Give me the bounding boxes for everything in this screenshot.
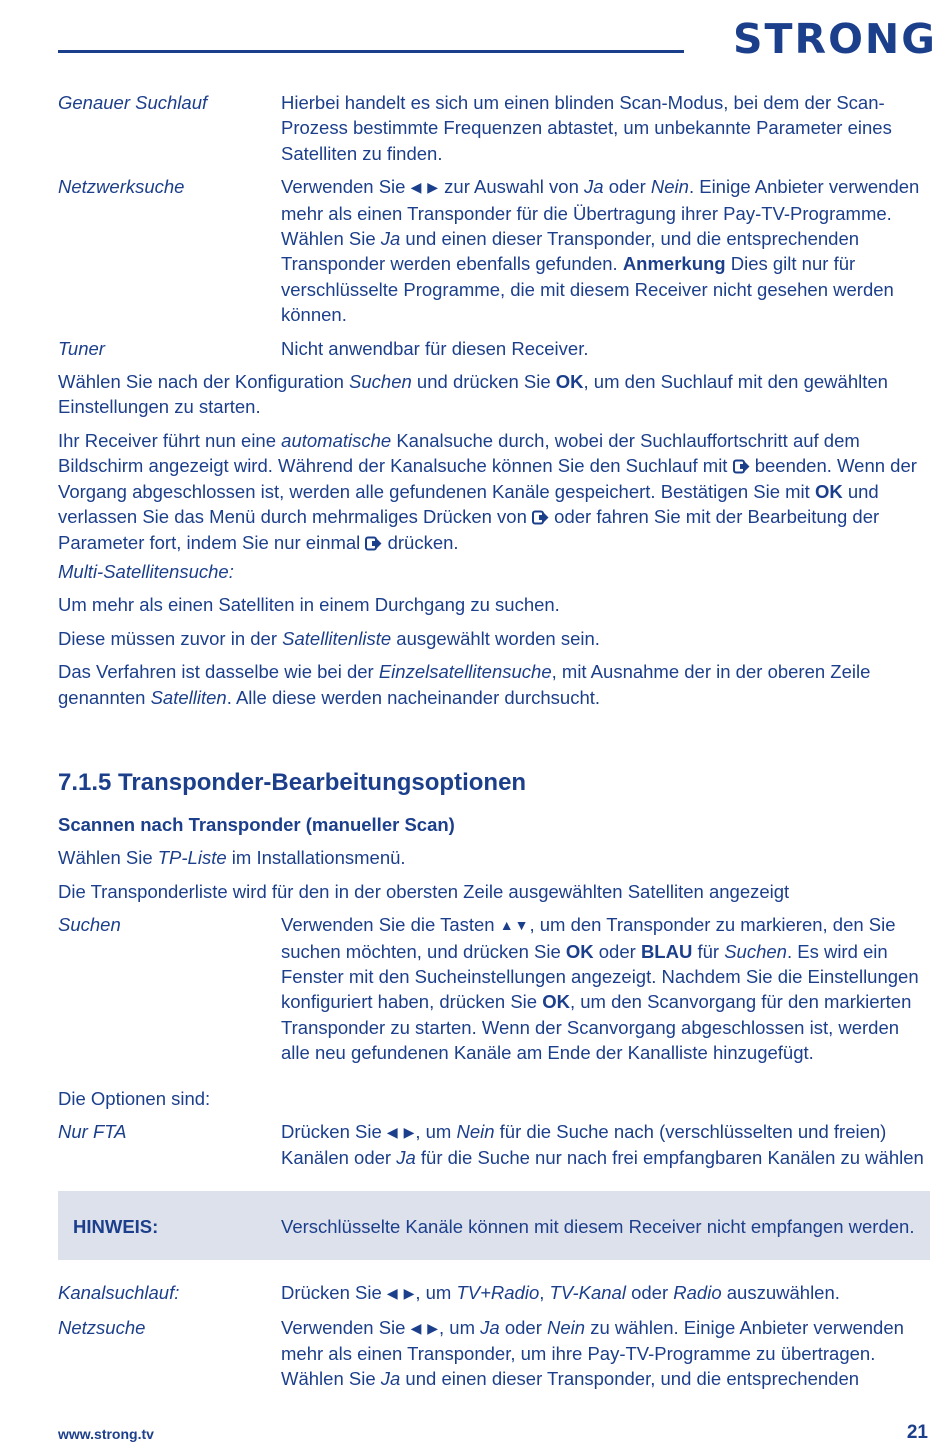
def-row-genauer (58, 90, 930, 166)
def-row-netzsuche (58, 1315, 930, 1392)
def-row-tuner (58, 336, 930, 361)
paragraph: Um mehr als einen Satelliten in einem Durchgang zu suchen. (58, 594, 560, 616)
definition: Verwenden Sie ◀ ▶ zur Auswahl von Ja oder Nein. Einige Anbieter verwenden mehr als einen Transponder für die Übertragung ihrer Pay-TV-Programme. Wählen Sie Ja und einen dieser Transponder, und die entsprechenden Transponder werden ebenfalls gefunden. Anmerkung Dies gilt nur für verschlüsselte Programme, die mit diesem Receiver nicht gesehen werden können. (281, 176, 920, 326)
def-row-netzwerksuche (58, 174, 930, 327)
subsection-label: Multi-Satellitensuche: (58, 560, 234, 582)
left-right-arrows-icon: ◀ ▶ (386, 1285, 416, 1302)
term: Netzwerksuche (58, 176, 185, 198)
paragraph: Diese müssen zuvor in der Satellitenliste ausgewählt worden sein. (58, 627, 600, 649)
note-box (58, 1191, 930, 1260)
definition: Nicht anwendbar für diesen Receiver. (281, 337, 589, 359)
page-number: 21 (906, 1422, 928, 1443)
paragraph: Wählen Sie TP-Liste im Installationsmenü. (58, 847, 406, 869)
note-label: HINWEIS: (73, 1215, 159, 1237)
term: Nur FTA (58, 1121, 127, 1142)
paragraph: Die Optionen sind: (58, 1087, 211, 1109)
paragraph: Wählen Sie nach der Konfiguration Suchen und drücken Sie OK, um den Suchlauf mit den gewählten Einstellungen zu starten. (58, 371, 888, 418)
definition: Verwenden Sie die Tasten ▲▼, um den Transponder zu markieren, den Sie suchen möchten, und drücken Sie OK oder BLAU für Suchen. Es wird ein Fenster mit den Sucheinstellungen angezeigt. Nachdem Sie die Einstellungen konfiguriert haben, drücken Sie OK, um den Scanvorgang für den markierten Transponder zu starten. Wenn der Scanvorgang abgeschlossen ist, werden alle neu gefundenen Kanäle am Ende der Kanalliste hinzugefügt. (281, 914, 919, 1064)
definition: Drücken Sie ◀ ▶, um Nein für die Suche nach (verschlüsselten und freien) Kanälen oder Ja für die Suche nur nach frei empfangbaren Kanälen zu wählen (281, 1121, 924, 1169)
definition: Drücken Sie ◀ ▶, um TV+Radio, TV-Kanal oder Radio auszuwählen. (281, 1282, 840, 1304)
paragraph: Ihr Receiver führt nun eine automatische Kanalsuche durch, wobei der Suchlauffortschritt auf dem Bildschirm angezeigt wird. Während der Kanalsuche können Sie den Suchlauf mit beenden. Wenn der Vorgang abgeschlossen ist, werden alle gefundenen Kanäle gespeichert. Bestätigen Sie mit OK und verlassen Sie das Menü durch mehrmaliges Drücken von oder fahren Sie mit der Bearbeitung der Parameter fort, indem Sie nur einmal drücken. (58, 429, 917, 553)
footer-url[interactable]: www.strong.tv (58, 1426, 154, 1442)
term: Genauer Suchlauf (58, 92, 208, 113)
section-heading: 7.1.5 Transponder-Bearbeitungsoptionen (58, 768, 527, 796)
term: Suchen (58, 914, 121, 936)
exit-icon (365, 536, 382, 551)
strong-logo (733, 14, 937, 64)
subsection-heading: Scannen nach Transponder (manueller Scan) (58, 813, 455, 835)
exit-icon (733, 459, 750, 474)
exit-icon (532, 510, 549, 525)
definition: Hierbei handelt es sich um einen blinden Scan-Modus, bei dem der Scan-Prozess bestimmte Frequenzen abtastet, um unbekannte Parameter eines Satelliten zu finden. (281, 92, 892, 164)
def-row-nur-fta (58, 1119, 930, 1171)
up-down-arrows-icon: ▲▼ (499, 917, 530, 934)
paragraph: Die Transponderliste wird für den in der obersten Zeile ausgewählten Satelliten angezeigt (58, 880, 790, 902)
def-row-suchen (58, 912, 930, 1065)
note-text: Verschlüsselte Kanäle können mit diesem Receiver nicht empfangen werden. (281, 1215, 915, 1237)
content (58, 90, 930, 1392)
term: Kanalsuchlauf: (58, 1282, 180, 1304)
brand-text: STRONG (733, 15, 937, 63)
definition: Verwenden Sie ◀ ▶, um Ja oder Nein zu wählen. Einige Anbieter verwenden mehr als einen Transponder, um ihre Pay-TV-Programme zu übertragen. Wählen Sie Ja und einen dieser Transponder, und die entsprechenden (281, 1316, 904, 1390)
left-right-arrows-icon: ◀ ▶ (410, 179, 440, 196)
left-right-arrows-icon: ◀ ▶ (386, 1124, 416, 1140)
term: Tuner (58, 337, 105, 359)
header-rule (58, 50, 684, 53)
term: Netzsuche (58, 1316, 146, 1338)
paragraph: Das Verfahren ist dasselbe wie bei der Einzelsatellitensuche, mit Ausnahme der in der oberen Zeile genannten Satelliten. Alle diese werden nacheinander durchsucht. (58, 661, 871, 708)
def-row-kanalsuchlauf (58, 1280, 930, 1306)
left-right-arrows-icon: ◀ ▶ (410, 1319, 440, 1336)
